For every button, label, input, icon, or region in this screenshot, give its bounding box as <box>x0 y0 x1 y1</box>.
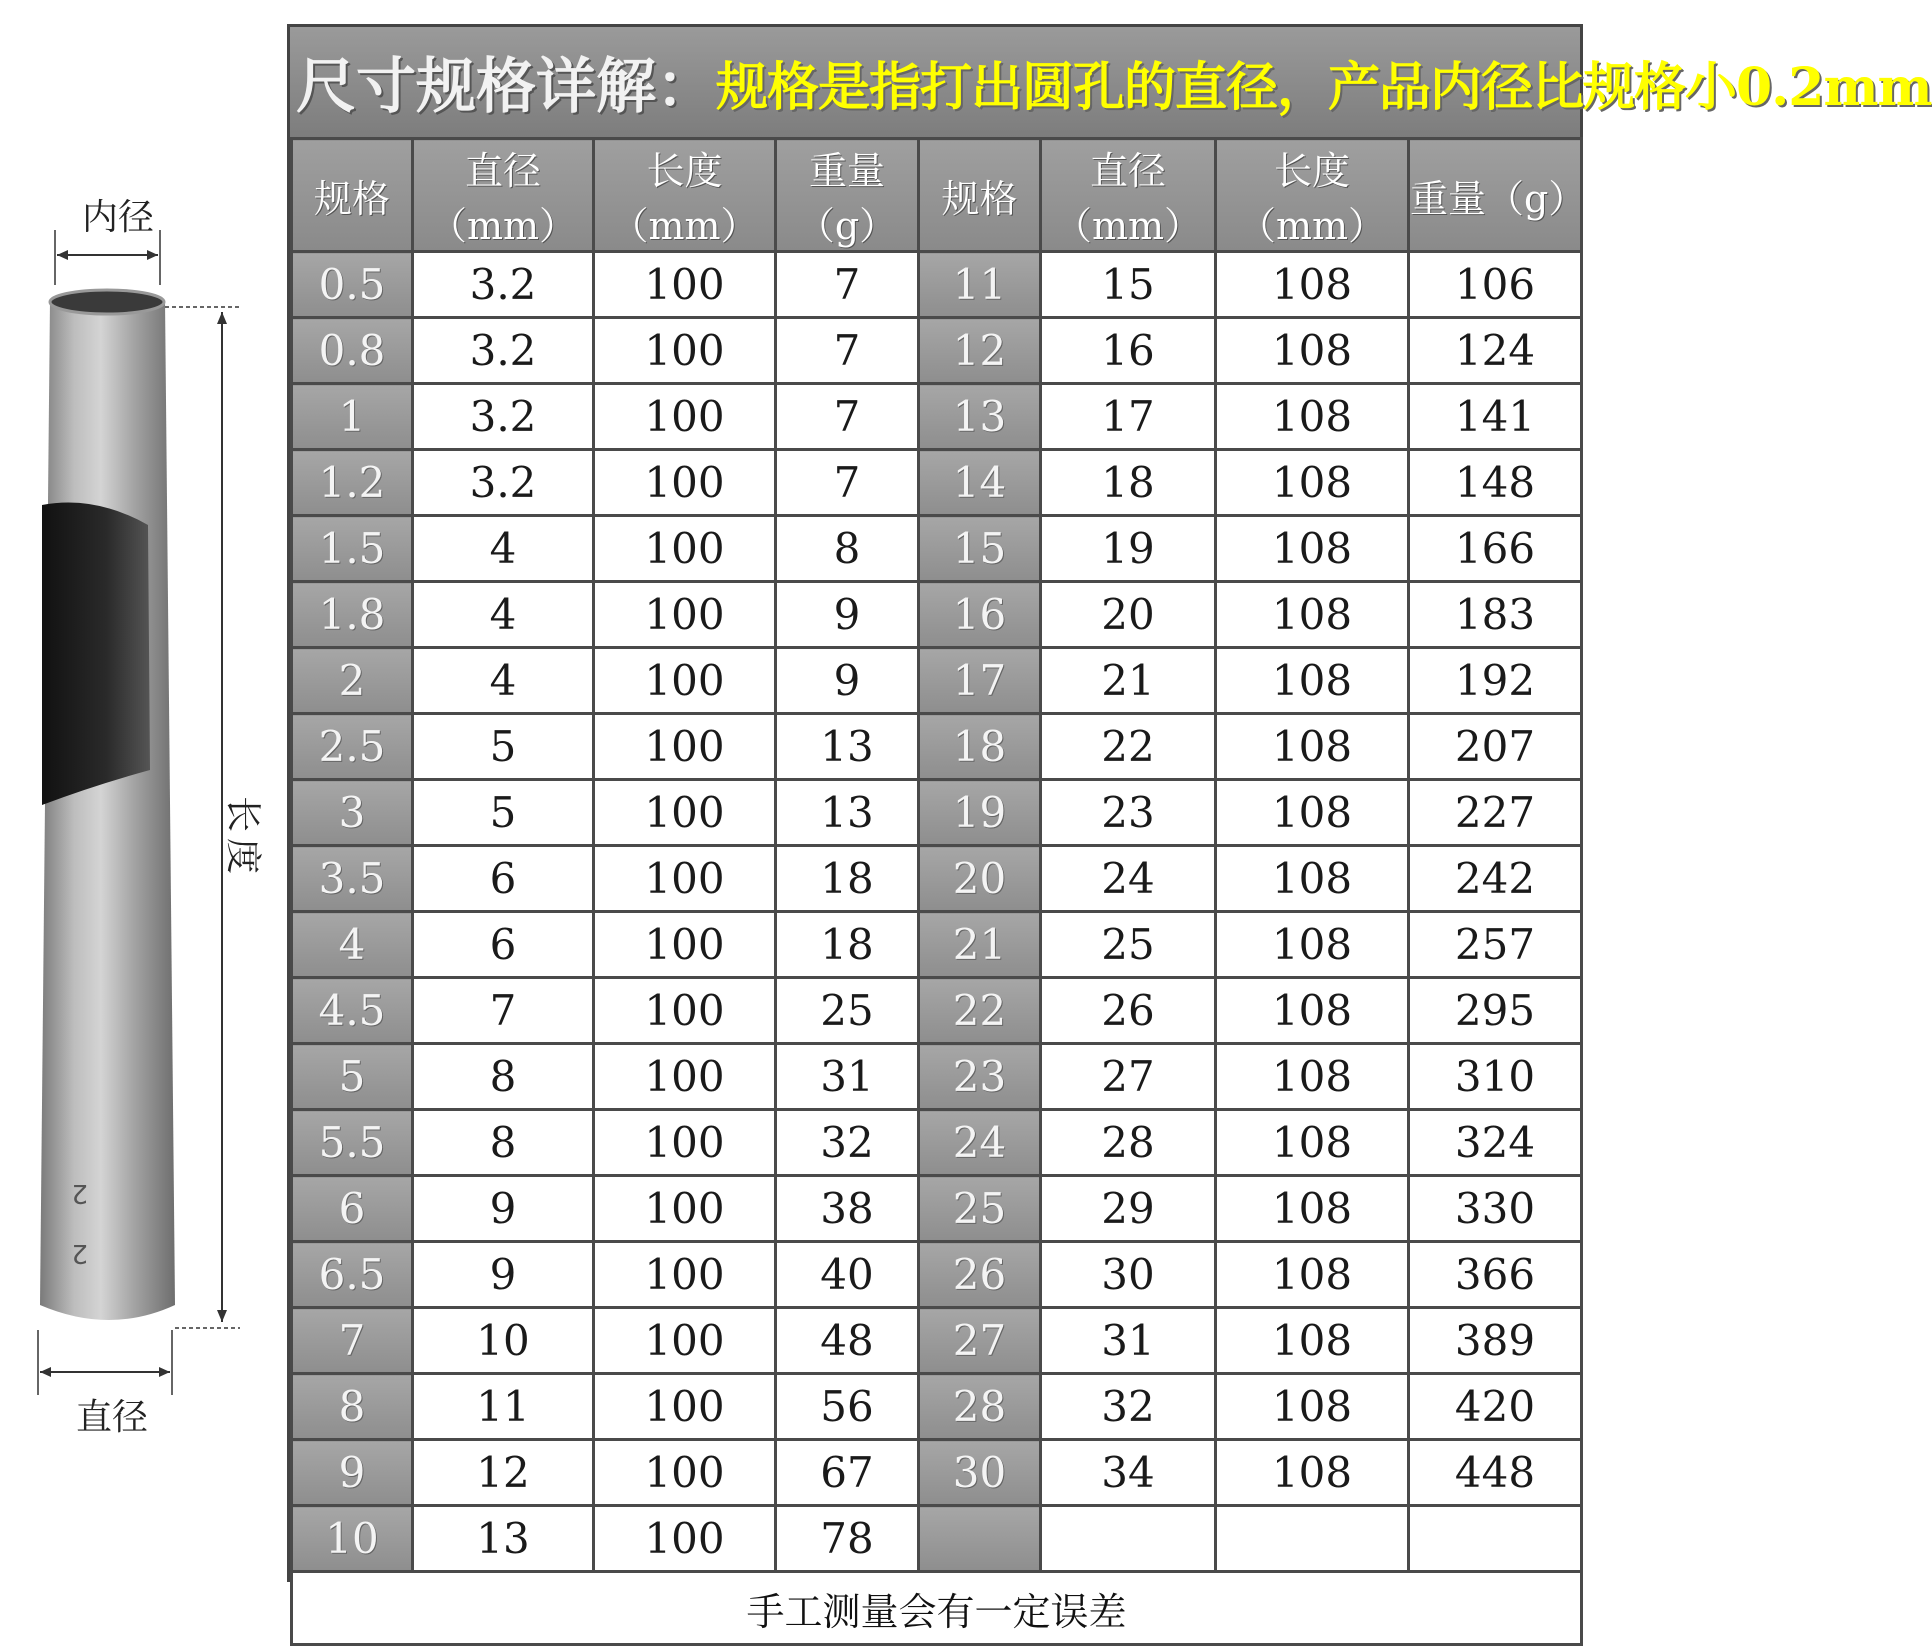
weight-cell: 141 <box>1409 384 1582 450</box>
diameter-cell: 3.2 <box>413 450 594 516</box>
weight-cell: 192 <box>1409 648 1582 714</box>
weight-cell: 183 <box>1409 582 1582 648</box>
diameter-cell: 31 <box>1041 1308 1216 1374</box>
diameter-cell: 4 <box>413 582 594 648</box>
spec-cell: 22 <box>919 978 1041 1044</box>
length-cell: 108 <box>1216 780 1409 846</box>
table-row <box>292 1176 1582 1242</box>
spec-cell: 5.5 <box>292 1110 413 1176</box>
spec-cell: 28 <box>919 1374 1041 1440</box>
spec-cell: 5 <box>292 1044 413 1110</box>
length-cell: 108 <box>1216 714 1409 780</box>
spec-cell: 17 <box>919 648 1041 714</box>
weight-cell: 9 <box>776 582 919 648</box>
diameter-cell: 4 <box>413 516 594 582</box>
table-row <box>292 1044 1582 1110</box>
table-row <box>292 1506 1582 1572</box>
spec-cell: 8 <box>292 1374 413 1440</box>
diameter-cell: 17 <box>1041 384 1216 450</box>
diameter-cell: 21 <box>1041 648 1216 714</box>
diameter-cell: 6 <box>413 912 594 978</box>
spec-cell: 27 <box>919 1308 1041 1374</box>
column-header: 规格 <box>919 139 1041 252</box>
diameter-cell: 3.2 <box>413 252 594 318</box>
diameter-cell: 27 <box>1041 1044 1216 1110</box>
title-prefix: 尺寸规格详解： <box>296 52 716 122</box>
table-row <box>292 648 1582 714</box>
spec-cell: 20 <box>919 846 1041 912</box>
spec-cell: 0.8 <box>292 318 413 384</box>
length-cell: 108 <box>1216 1176 1409 1242</box>
length-cell: 100 <box>594 846 776 912</box>
weight-cell: 32 <box>776 1110 919 1176</box>
inner-diameter-label: 内径 <box>82 197 155 238</box>
column-header: 重量（g） <box>776 139 919 252</box>
diameter-cell: 32 <box>1041 1374 1216 1440</box>
length-cell: 108 <box>1216 648 1409 714</box>
diameter-cell: 18 <box>1041 450 1216 516</box>
diameter-cell: 10 <box>413 1308 594 1374</box>
length-cell: 108 <box>1216 1440 1409 1506</box>
length-cell: 100 <box>594 1308 776 1374</box>
weight-cell: 56 <box>776 1374 919 1440</box>
weight-cell: 448 <box>1409 1440 1582 1506</box>
weight-cell: 324 <box>1409 1110 1582 1176</box>
diameter-cell: 15 <box>1041 252 1216 318</box>
table-row <box>292 714 1582 780</box>
weight-cell: 18 <box>776 846 919 912</box>
diameter-cell: 5 <box>413 780 594 846</box>
weight-cell: 124 <box>1409 318 1582 384</box>
table-row <box>292 252 1582 318</box>
footer-row <box>292 1572 1582 1645</box>
diameter-cell: 3.2 <box>413 318 594 384</box>
title-bar <box>290 27 1932 140</box>
length-cell: 100 <box>594 252 776 318</box>
weight-cell: 366 <box>1409 1242 1582 1308</box>
length-cell: 100 <box>594 912 776 978</box>
diameter-cell: 26 <box>1041 978 1216 1044</box>
table-row <box>292 582 1582 648</box>
weight-cell: 295 <box>1409 978 1582 1044</box>
diameter-cell: 16 <box>1041 318 1216 384</box>
spec-cell: 14 <box>919 450 1041 516</box>
diameter-cell: 23 <box>1041 780 1216 846</box>
engraving-mark: 2 <box>71 1178 88 1208</box>
diameter-cell: 13 <box>413 1506 594 1572</box>
table-row <box>292 384 1582 450</box>
weight-cell: 166 <box>1409 516 1582 582</box>
weight-cell: 420 <box>1409 1374 1582 1440</box>
diameter-cell: 7 <box>413 978 594 1044</box>
length-cell: 100 <box>594 450 776 516</box>
weight-cell: 31 <box>776 1044 919 1110</box>
table-row <box>292 912 1582 978</box>
diameter-cell: 9 <box>413 1242 594 1308</box>
table-row <box>292 318 1582 384</box>
punch-opening <box>50 290 164 314</box>
length-cell: 108 <box>1216 516 1409 582</box>
length-label: 长度 <box>222 795 264 881</box>
diameter-cell: 24 <box>1041 846 1216 912</box>
weight-cell: 389 <box>1409 1308 1582 1374</box>
spec-cell <box>919 1506 1041 1572</box>
weight-cell: 18 <box>776 912 919 978</box>
weight-cell: 207 <box>1409 714 1582 780</box>
length-cell: 100 <box>594 516 776 582</box>
weight-cell: 257 <box>1409 912 1582 978</box>
diameter-cell: 22 <box>1041 714 1216 780</box>
spec-cell: 2 <box>292 648 413 714</box>
spec-cell: 12 <box>919 318 1041 384</box>
length-cell: 100 <box>594 384 776 450</box>
diameter-cell: 29 <box>1041 1176 1216 1242</box>
punch-side-slot <box>42 503 150 806</box>
spec-cell: 6 <box>292 1176 413 1242</box>
length-cell: 108 <box>1216 318 1409 384</box>
weight-cell: 7 <box>776 318 919 384</box>
diameter-cell <box>1041 1506 1216 1572</box>
spec-cell: 1.8 <box>292 582 413 648</box>
spec-cell: 0.5 <box>292 252 413 318</box>
weight-cell: 7 <box>776 384 919 450</box>
length-cell: 108 <box>1216 252 1409 318</box>
table-row <box>292 1374 1582 1440</box>
length-cell: 100 <box>594 780 776 846</box>
length-cell: 108 <box>1216 846 1409 912</box>
diameter-cell: 19 <box>1041 516 1216 582</box>
weight-cell: 148 <box>1409 450 1582 516</box>
column-header: 直径（mm） <box>1041 139 1216 252</box>
column-header: 重量（g） <box>1409 139 1582 252</box>
weight-cell: 7 <box>776 450 919 516</box>
spec-cell: 7 <box>292 1308 413 1374</box>
diameter-cell: 28 <box>1041 1110 1216 1176</box>
length-cell: 100 <box>594 318 776 384</box>
length-cell: 100 <box>594 648 776 714</box>
weight-cell: 67 <box>776 1440 919 1506</box>
spec-cell: 1.5 <box>292 516 413 582</box>
length-cell: 108 <box>1216 1308 1409 1374</box>
length-cell: 108 <box>1216 582 1409 648</box>
title-note: 规格是指打出圆孔的直径，产品内径比规格小0.2mm <box>716 56 1932 118</box>
spec-cell: 1 <box>292 384 413 450</box>
length-cell: 100 <box>594 1374 776 1440</box>
weight-cell: 13 <box>776 780 919 846</box>
hollow-punch-illustration <box>0 0 290 1600</box>
diameter-cell: 34 <box>1041 1440 1216 1506</box>
length-cell: 100 <box>594 1176 776 1242</box>
measurement-note: 手工测量会有一定误差 <box>292 1572 1582 1645</box>
length-cell <box>1216 1506 1409 1572</box>
spec-cell: 25 <box>919 1176 1041 1242</box>
diameter-cell: 25 <box>1041 912 1216 978</box>
weight-cell: 25 <box>776 978 919 1044</box>
header-row <box>292 139 1582 252</box>
table-row <box>292 1110 1582 1176</box>
diameter-cell: 8 <box>413 1044 594 1110</box>
spec-cell: 19 <box>919 780 1041 846</box>
spec-cell: 18 <box>919 714 1041 780</box>
column-header: 规格 <box>292 139 413 252</box>
spec-cell: 11 <box>919 252 1041 318</box>
spec-cell: 26 <box>919 1242 1041 1308</box>
column-header: 直径（mm） <box>413 139 594 252</box>
weight-cell <box>1409 1506 1582 1572</box>
spec-cell: 4 <box>292 912 413 978</box>
spec-cell: 9 <box>292 1440 413 1506</box>
outer-diameter-label: 直径 <box>76 1397 149 1438</box>
diameter-cell: 4 <box>413 648 594 714</box>
weight-cell: 106 <box>1409 252 1582 318</box>
diameter-cell: 30 <box>1041 1242 1216 1308</box>
weight-cell: 78 <box>776 1506 919 1572</box>
table-row <box>292 516 1582 582</box>
spec-table <box>290 137 1587 1646</box>
spec-cell: 6.5 <box>292 1242 413 1308</box>
spec-cell: 13 <box>919 384 1041 450</box>
weight-cell: 242 <box>1409 846 1582 912</box>
length-cell: 100 <box>594 978 776 1044</box>
length-cell: 108 <box>1216 912 1409 978</box>
weight-cell: 8 <box>776 516 919 582</box>
column-header: 长度（mm） <box>1216 139 1409 252</box>
length-cell: 108 <box>1216 1110 1409 1176</box>
diameter-cell: 11 <box>413 1374 594 1440</box>
table-row <box>292 450 1582 516</box>
spec-cell: 16 <box>919 582 1041 648</box>
weight-cell: 13 <box>776 714 919 780</box>
weight-cell: 330 <box>1409 1176 1582 1242</box>
length-cell: 108 <box>1216 450 1409 516</box>
length-cell: 100 <box>594 1044 776 1110</box>
diameter-cell: 5 <box>413 714 594 780</box>
spec-cell: 23 <box>919 1044 1041 1110</box>
spec-cell: 24 <box>919 1110 1041 1176</box>
length-cell: 100 <box>594 1506 776 1572</box>
spec-cell: 1.2 <box>292 450 413 516</box>
length-cell: 100 <box>594 1242 776 1308</box>
table-row <box>292 1242 1582 1308</box>
table-row <box>292 780 1582 846</box>
punch-body <box>40 300 175 1320</box>
weight-cell: 310 <box>1409 1044 1582 1110</box>
table-row <box>292 1440 1582 1506</box>
length-cell: 100 <box>594 582 776 648</box>
spec-cell: 30 <box>919 1440 1041 1506</box>
spec-table-body <box>292 252 1582 1572</box>
spec-cell: 3.5 <box>292 846 413 912</box>
length-cell: 108 <box>1216 978 1409 1044</box>
spec-table-panel <box>287 24 1932 1634</box>
engraving-mark: 2 <box>71 1238 88 1268</box>
length-cell: 100 <box>594 714 776 780</box>
length-cell: 108 <box>1216 1374 1409 1440</box>
spec-cell: 3 <box>292 780 413 846</box>
diameter-cell: 20 <box>1041 582 1216 648</box>
table-row <box>292 846 1582 912</box>
weight-cell: 38 <box>776 1176 919 1242</box>
spec-cell: 15 <box>919 516 1041 582</box>
spec-cell: 10 <box>292 1506 413 1572</box>
length-cell: 108 <box>1216 1242 1409 1308</box>
diameter-cell: 9 <box>413 1176 594 1242</box>
column-header: 长度（mm） <box>594 139 776 252</box>
weight-cell: 9 <box>776 648 919 714</box>
weight-cell: 40 <box>776 1242 919 1308</box>
diameter-cell: 8 <box>413 1110 594 1176</box>
table-row <box>292 978 1582 1044</box>
length-cell: 108 <box>1216 1044 1409 1110</box>
spec-cell: 4.5 <box>292 978 413 1044</box>
weight-cell: 7 <box>776 252 919 318</box>
length-cell: 100 <box>594 1440 776 1506</box>
length-cell: 100 <box>594 1110 776 1176</box>
table-row <box>292 1308 1582 1374</box>
diameter-cell: 12 <box>413 1440 594 1506</box>
spec-cell: 2.5 <box>292 714 413 780</box>
length-cell: 108 <box>1216 384 1409 450</box>
weight-cell: 48 <box>776 1308 919 1374</box>
diameter-cell: 3.2 <box>413 384 594 450</box>
weight-cell: 227 <box>1409 780 1582 846</box>
spec-cell: 21 <box>919 912 1041 978</box>
diameter-cell: 6 <box>413 846 594 912</box>
